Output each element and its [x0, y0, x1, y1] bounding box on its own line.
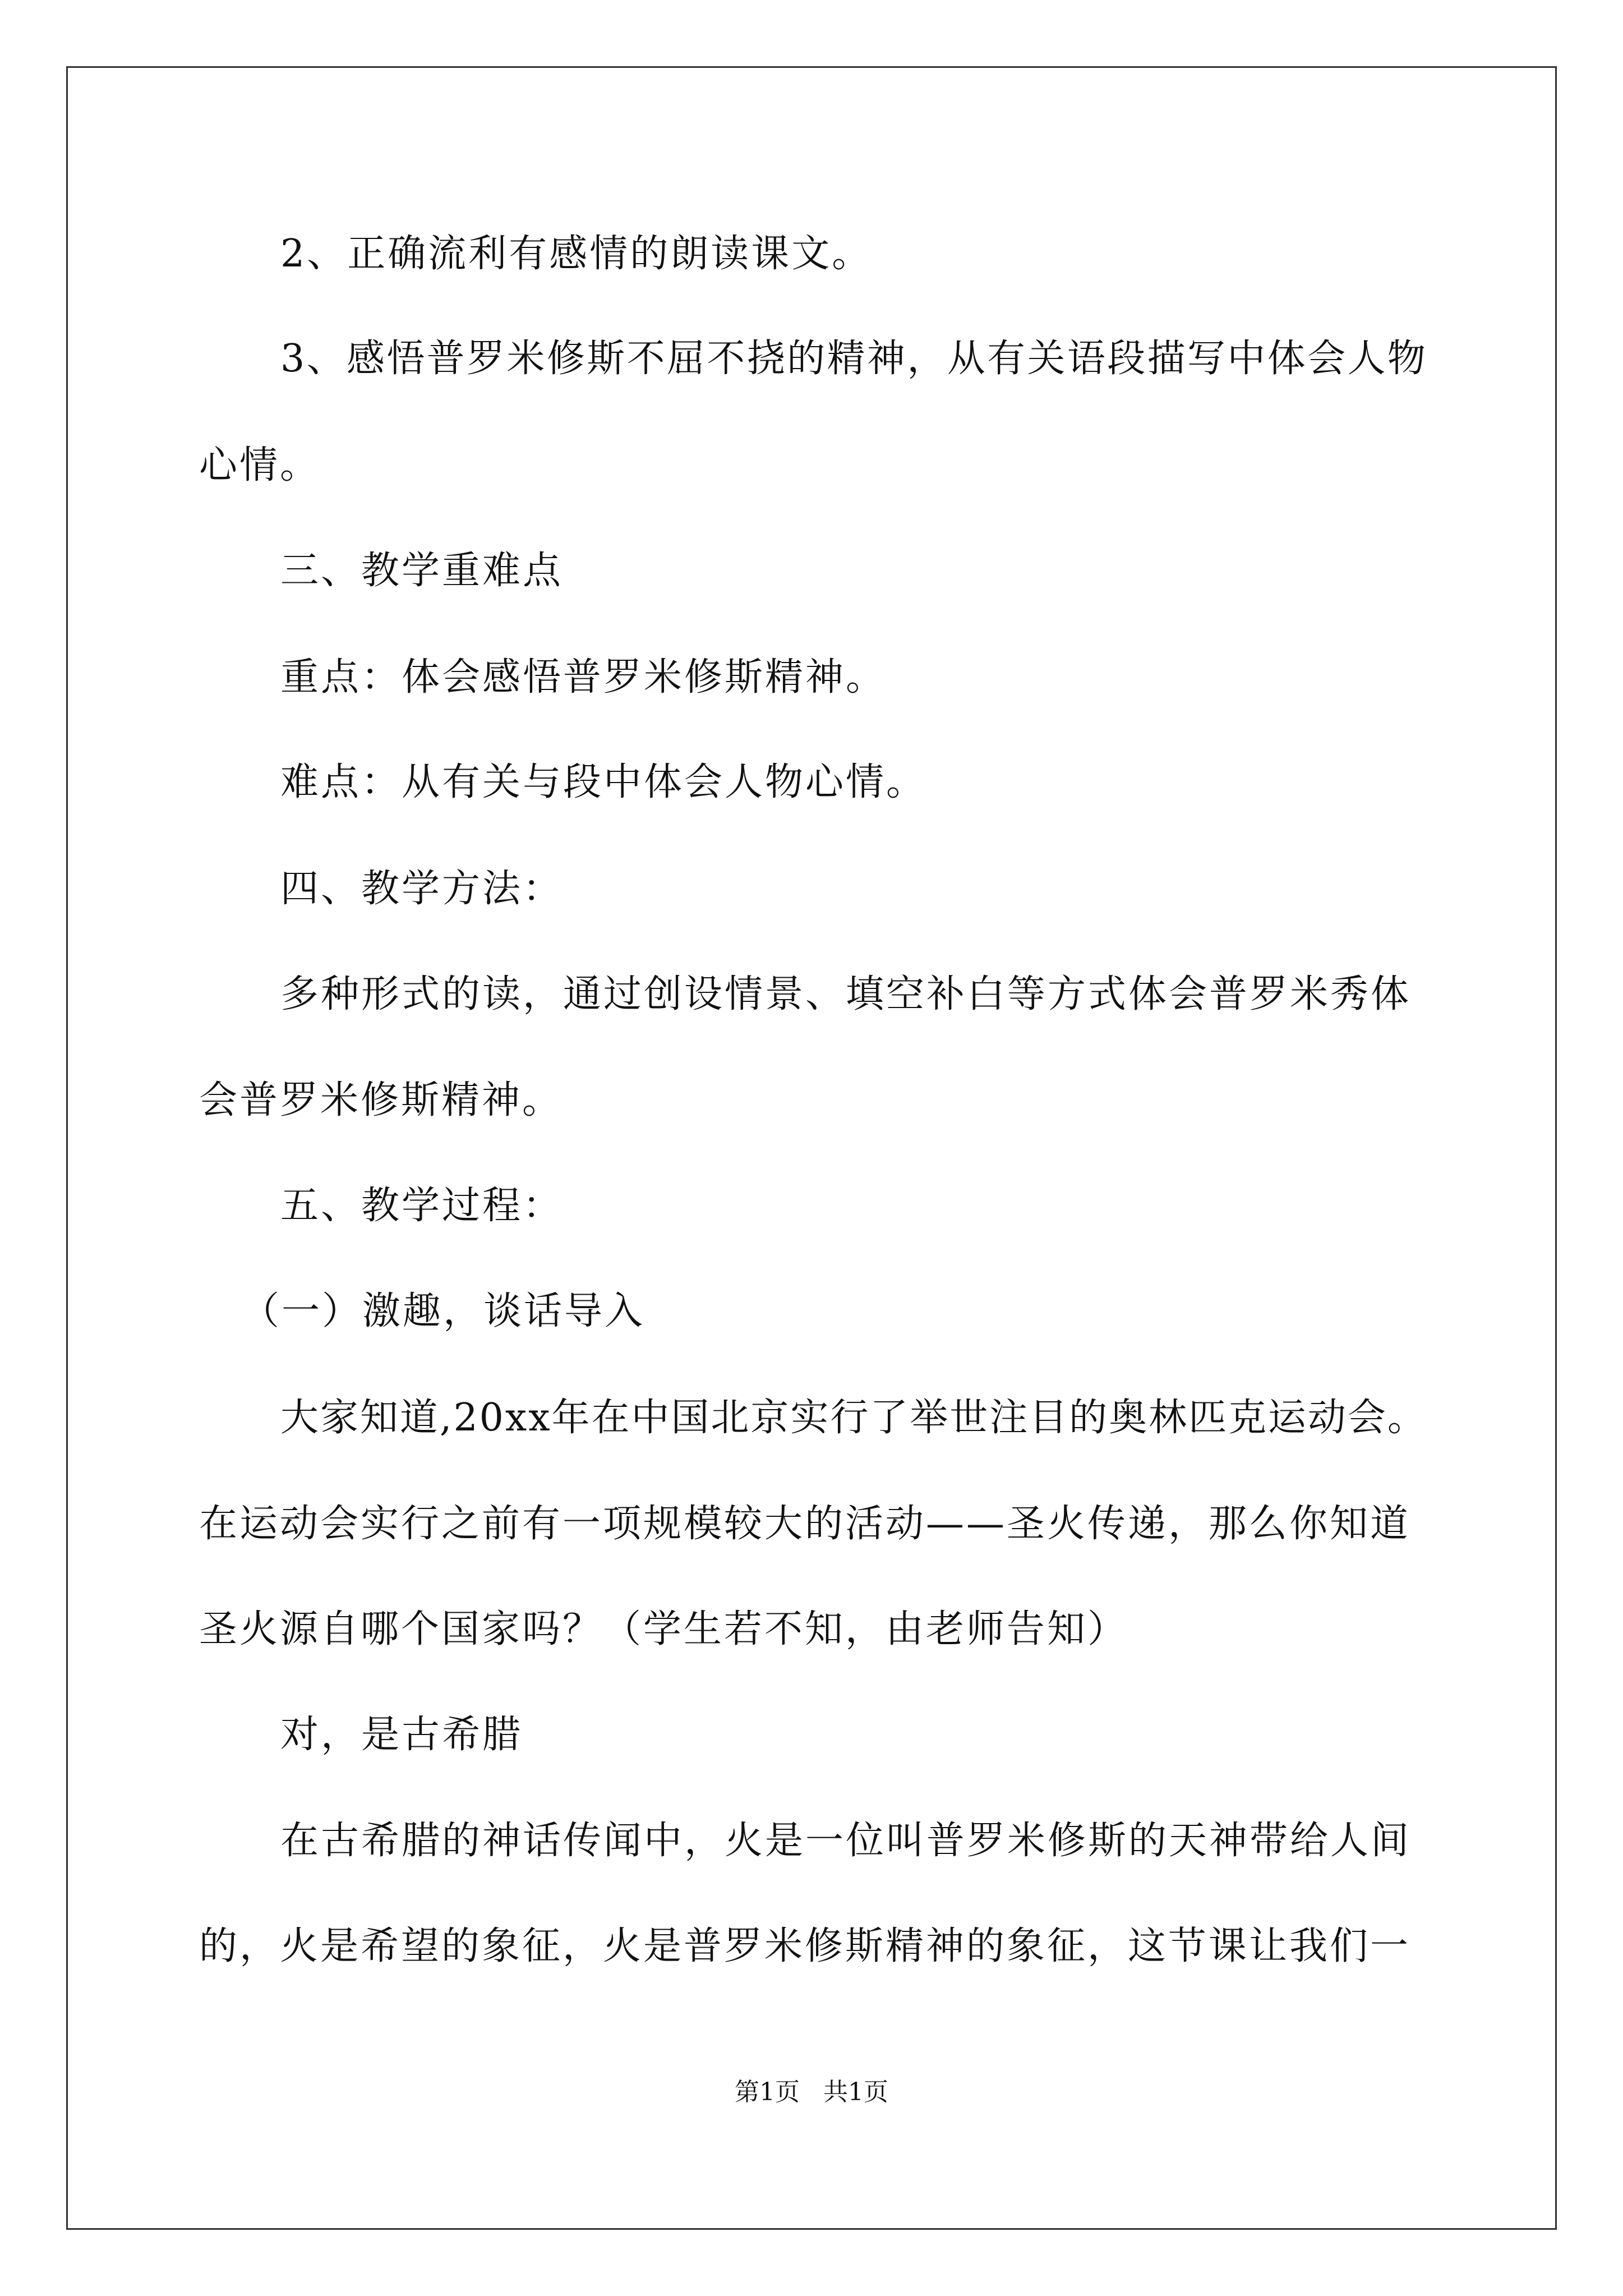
page-border [66, 66, 1557, 2230]
text-line: 的，火是希望的象征，火是普罗米修斯精神的象征，这节课让我们一 [199, 1924, 1411, 1968]
text-line: 圣火源自哪个国家吗？（学生若不知，由老师告知） [199, 1607, 1128, 1651]
section-heading: 三、教学重难点 [280, 549, 564, 593]
text-line: 对，是古希腊 [280, 1713, 523, 1757]
text-line: 心情。 [199, 443, 321, 487]
text-line: 会普罗米修斯精神。 [199, 1078, 563, 1122]
section-heading: 四、教学方法： [280, 867, 564, 911]
text-line: 3、感悟普罗米修斯不屈不挠的精神，从有关语段描写中体会人物 [280, 337, 1428, 381]
subsection-heading: （一）激趣，谈话导入 [241, 1289, 645, 1333]
text-line: 2、正确流利有感情的朗读课文。 [280, 232, 873, 276]
text-line: 大家知道,20xx年在中国北京实行了举世注目的奥林匹克运动会。 [280, 1396, 1427, 1440]
page-footer: 第1页 共1页 [735, 2078, 888, 2106]
text-line: 在古希腊的神话传闻中，火是一位叫普罗米修斯的天神带给人间 [280, 1819, 1412, 1863]
text-line: 重点：体会感悟普罗米修斯精神。 [280, 655, 887, 700]
text-line: 在运动会实行之前有一项规模较大的活动——圣火传递，那么你知道 [199, 1502, 1411, 1546]
text-line: 难点：从有关与段中体会人物心情。 [280, 760, 927, 804]
section-heading: 五、教学过程： [280, 1184, 564, 1228]
text-line: 多种形式的读，通过创设情景、填空补白等方式体会普罗米秀体 [280, 972, 1412, 1016]
